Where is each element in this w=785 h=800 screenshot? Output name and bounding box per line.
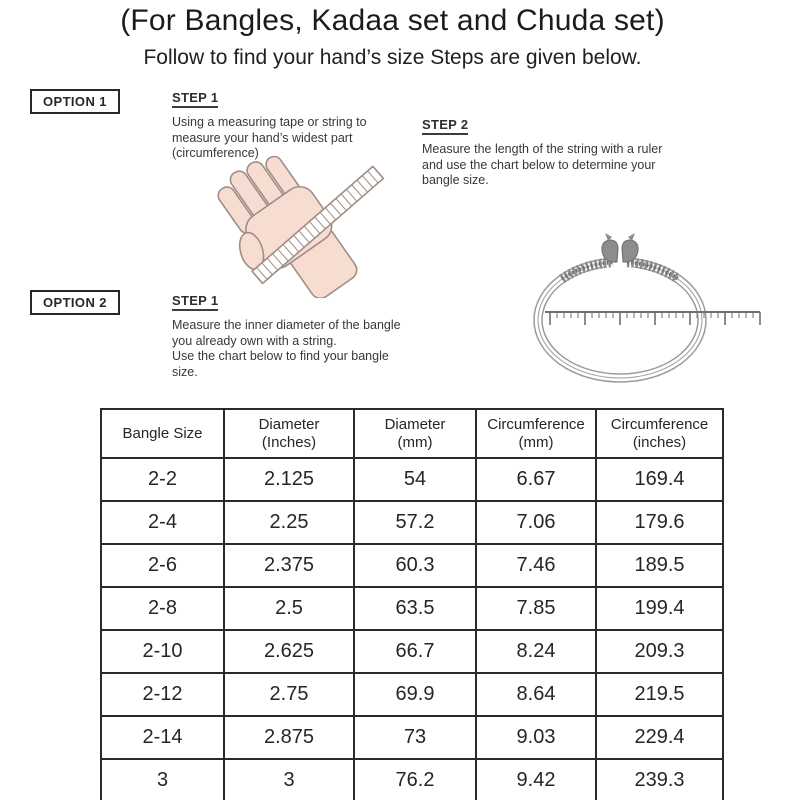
size-chart-header-cell: Diameter (Inches): [224, 409, 354, 458]
size-chart-cell: 66.7: [354, 630, 476, 673]
size-chart-cell: 2.875: [224, 716, 354, 759]
text-line: (circumference): [172, 146, 259, 160]
size-chart-cell: 3: [101, 759, 224, 800]
bangle-ruler-illustration: [520, 195, 780, 395]
size-chart-cell: 2-4: [101, 501, 224, 544]
table-row: [101, 544, 723, 587]
size-chart-header-cell: Circumference (inches): [596, 409, 723, 458]
size-chart-cell: 2.375: [224, 544, 354, 587]
text-line: Measure the length of the string with a ruler: [422, 142, 663, 156]
option1-step2: [422, 116, 662, 189]
table-row: [101, 716, 723, 759]
size-chart-cell: 54: [354, 458, 476, 501]
option2-step1: [172, 292, 401, 380]
size-chart-cell: 199.4: [596, 587, 723, 630]
size-chart-cell: 229.4: [596, 716, 723, 759]
size-chart-header-cell: Circumference (mm): [476, 409, 596, 458]
size-chart-header-cell: Diameter (mm): [354, 409, 476, 458]
size-chart-cell: 9.03: [476, 716, 596, 759]
size-chart-cell: 57.2: [354, 501, 476, 544]
table-row: [101, 630, 723, 673]
text-line: measure your hand’s widest part: [172, 130, 353, 145]
size-chart: [100, 408, 724, 800]
table-row: [101, 458, 723, 501]
page-subtitle: Follow to find your hand’s size Steps are given below.: [143, 46, 642, 69]
text-line: Use the chart below to find your bangle: [172, 349, 389, 363]
option2-step1-text: [172, 318, 401, 380]
size-chart-cell: 76.2: [354, 759, 476, 800]
size-chart-cell: 7.46: [476, 544, 596, 587]
size-chart-cell: 6.67: [476, 458, 596, 501]
page-title: (For Bangles, Kadaa set and Chuda set): [120, 4, 665, 37]
size-chart-cell: 2.125: [224, 458, 354, 501]
size-chart-cell: 2-2: [101, 458, 224, 501]
size-chart-cell: 2.625: [224, 630, 354, 673]
size-chart-cell: 2.25: [224, 501, 354, 544]
text-line: and use the chart below to determine your: [422, 157, 656, 172]
option1-step2-text: [422, 142, 662, 189]
text-line: Measure the inner diameter of the bangle: [172, 318, 401, 332]
size-chart-cell: 9.42: [476, 759, 596, 800]
size-chart-cell: 2-10: [101, 630, 224, 673]
table-row: [101, 501, 723, 544]
size-chart-cell: 3: [224, 759, 354, 800]
text-line: you already own with a string.: [172, 333, 337, 348]
table-row: [101, 587, 723, 630]
size-chart-cell: 179.6: [596, 501, 723, 544]
text-line: Using a measuring tape or string to: [172, 115, 367, 129]
text-line: size.: [172, 364, 198, 379]
size-chart-cell: 169.4: [596, 458, 723, 501]
size-chart-cell: 60.3: [354, 544, 476, 587]
size-chart-cell: 8.64: [476, 673, 596, 716]
option2-step1-heading: STEP 1: [172, 293, 218, 311]
table-row: [101, 759, 723, 800]
option1-step2-heading: STEP 2: [422, 117, 468, 135]
size-chart-header-row: [101, 409, 723, 458]
size-chart-cell: 7.85: [476, 587, 596, 630]
size-chart-cell: 239.3: [596, 759, 723, 800]
size-chart-cell: 7.06: [476, 501, 596, 544]
size-chart-cell: 8.24: [476, 630, 596, 673]
size-chart-cell: 63.5: [354, 587, 476, 630]
option1-step1-heading: STEP 1: [172, 90, 218, 108]
size-chart-cell: 2.75: [224, 673, 354, 716]
text-line: bangle size.: [422, 173, 489, 187]
option1-badge: OPTION 1: [30, 89, 120, 114]
size-chart-cell: 2-12: [101, 673, 224, 716]
ruler-shape: [545, 312, 760, 325]
size-chart-cell: 2.5: [224, 587, 354, 630]
size-chart-cell: 2-14: [101, 716, 224, 759]
size-chart-cell: 219.5: [596, 673, 723, 716]
table-row: [101, 673, 723, 716]
size-chart-cell: 69.9: [354, 673, 476, 716]
size-chart-cell: 2-6: [101, 544, 224, 587]
size-chart-cell: 73: [354, 716, 476, 759]
size-chart-body: [101, 458, 723, 800]
size-chart-cell: 2-8: [101, 587, 224, 630]
size-chart-cell: 189.5: [596, 544, 723, 587]
size-chart-header-cell: Bangle Size: [101, 409, 224, 458]
size-chart-cell: 209.3: [596, 630, 723, 673]
hand-measuring-tape-illustration: [178, 148, 393, 298]
option2-badge: OPTION 2: [30, 290, 120, 315]
